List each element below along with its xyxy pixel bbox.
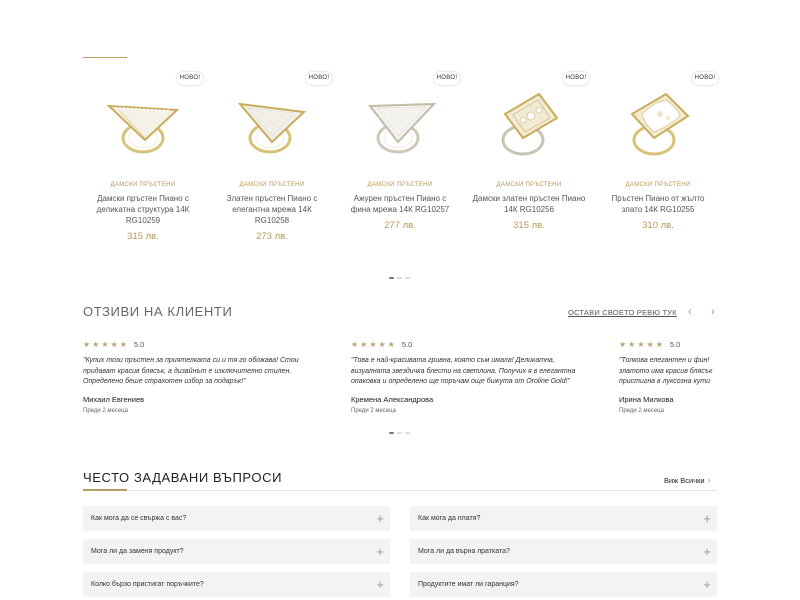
faq-view-all-link[interactable] [664,475,711,485]
star-icon: ★ [655,340,663,349]
review-stars [619,340,718,349]
star-icon: ★ [110,340,118,349]
product-name[interactable]: Дамски златен пръстен Пиано 14К RG10256 [472,194,586,214]
product-name[interactable]: Дамски пръстен Пиано с деликатна структура 14К RG10259 [96,194,190,225]
new-badge: НОВО! [563,72,589,85]
review-card [83,340,328,414]
new-badge: НОВО! [306,72,332,85]
faq-divider [83,490,717,491]
carousel-dot[interactable] [405,432,410,434]
star-icon: ★ [619,340,627,349]
product-category[interactable]: ДАМСКИ ПРЪСТЕНИ [110,182,176,188]
review-text-line: "Това е най-красивата гривна, която съм имала! Деликатна, [351,357,555,364]
product-category[interactable]: ДАМСКИ ПРЪСТЕНИ [625,182,691,188]
new-badge: НОВО! [434,72,460,85]
review-score: 5.0 [133,340,145,349]
star-icon: ★ [101,340,109,349]
carousel-dot[interactable] [397,432,402,434]
new-badge: НОВО! [177,72,203,85]
review-card [619,340,718,414]
review-text-line: "Толкова елегантен и фин! [619,357,710,364]
reviews-prev-icon[interactable]: ‹ [688,306,692,318]
carousel-dot[interactable] [389,432,394,434]
star-icon: ★ [83,340,91,349]
review-text [351,356,596,388]
review-author: Ирина Милкова [619,394,674,404]
product-card[interactable] [469,70,589,231]
product-price: 315 лв. [127,231,159,242]
reviews-carousel-dots [389,432,419,435]
star-icon: ★ [360,340,368,349]
reviews-title: ОТЗИВИ НА КЛИЕНТИ [83,304,233,319]
faq-item[interactable] [410,506,717,531]
review-card [351,340,596,414]
reviews-next-icon[interactable]: › [711,306,715,318]
star-icon: ★ [378,340,386,349]
faq-item[interactable] [410,539,717,564]
ring-square-icon [491,88,567,158]
carousel-dot[interactable] [397,277,402,279]
review-text-line: придават красив блясък, а дизайнът е изключително стилен. [83,367,292,375]
faq-item[interactable] [83,506,390,531]
product-carousel [83,70,723,250]
plus-icon: + [703,544,711,559]
ring-triangle-icon [362,88,438,158]
product-category[interactable]: ДАМСКИ ПРЪСТЕНИ [239,182,305,188]
plus-icon: + [376,577,384,592]
review-date: Преди 2 месеца [351,407,396,414]
review-date: Преди 2 месеца [619,407,664,414]
faq-item[interactable] [83,572,390,597]
review-text-line: пристигна в луксозна кути [619,378,710,385]
review-stars [351,340,596,349]
review-stars [83,340,328,349]
faq-view-all-label: Виж Всички [664,476,705,485]
plus-icon: + [376,511,384,526]
product-card[interactable] [212,70,332,242]
carousel-dot[interactable] [389,277,394,279]
faq-question: Как мога да се свържа с вас? [91,515,187,522]
product-image[interactable] [598,70,718,180]
section-accent-line [83,57,127,58]
faq-question: Продуктите имат ли гаранция? [418,581,519,588]
review-date: Преди 2 месеца [83,407,128,414]
product-carousel-dots [389,277,419,280]
product-card[interactable] [83,70,203,242]
review-text-line: опаковка и определено ще поръчам още бижута от Oroline Gold!" [351,378,570,385]
star-icon: ★ [92,340,100,349]
star-icon: ★ [628,340,636,349]
plus-icon: + [703,511,711,526]
star-icon: ★ [119,340,127,349]
plus-icon: + [703,577,711,592]
faq-question: Мога ли да върна пратката? [418,548,510,555]
review-author: Кремена Александрова [351,394,434,404]
product-image[interactable] [212,70,332,180]
review-text-line: Определено беше страхотен избор за подарък!" [83,378,246,385]
review-score: 5.0 [669,340,681,349]
faq-item[interactable] [410,572,717,597]
star-icon: ★ [351,340,359,349]
review-author: Михаил Евгениев [83,394,145,404]
review-text-line: визуалната звездичка блести на светлина. Получих я в елегантна [351,367,576,375]
product-card[interactable] [598,70,718,231]
ring-triangle-icon [234,88,310,158]
product-name[interactable]: Пръстен Пиано от жълто злато 14К RG10255 [611,194,705,214]
product-category[interactable]: ДАМСКИ ПРЪСТЕНИ [367,182,433,188]
star-icon: ★ [646,340,654,349]
review-text-line: златото има красив блясък [619,367,713,375]
review-score: 5.0 [401,340,413,349]
product-name[interactable]: Ажурен пръстен Пиано с фина мрежа 14К RG10257 [350,194,450,214]
product-image[interactable] [469,70,589,180]
carousel-dot[interactable] [405,277,410,279]
faq-question: Как мога да платя? [418,515,481,522]
product-image[interactable] [83,70,203,180]
star-icon: ★ [637,340,645,349]
review-text [619,356,718,388]
leave-review-link[interactable]: ОСТАВИ СВОЕТО РЕВЮ ТУК [568,308,677,317]
new-badge: НОВО! [692,72,718,85]
review-text-line: "Купих този пръстен за приятелката си и тя го обожава! Стои [83,357,299,364]
faq-question: Колко бързо пристигат поръчките? [91,581,204,588]
faq-item[interactable] [83,539,390,564]
review-text [83,356,328,388]
product-price: 277 лв. [384,220,416,231]
chevron-right-icon: › [707,475,711,485]
star-icon: ★ [387,340,395,349]
faq-question: Мога ли да заменя продукт? [91,548,184,555]
star-icon: ★ [369,340,377,349]
product-card[interactable] [340,70,460,231]
plus-icon: + [376,544,384,559]
product-name[interactable]: Златен пръстен Пиано с елегантна мрежа 14К RG10258 [226,194,318,225]
faq-accent-line [83,489,127,491]
product-image[interactable] [340,70,460,180]
faq-title: ЧЕСТО ЗАДАВАНИ ВЪПРОСИ [83,470,283,485]
product-price: 310 лв. [642,220,674,231]
reviews-carousel [83,340,718,420]
ring-triangle-icon [105,88,181,158]
ring-square-icon [620,88,696,158]
product-price: 273 лв. [256,231,288,242]
product-price: 315 лв. [513,220,545,231]
product-category[interactable]: ДАМСКИ ПРЪСТЕНИ [496,182,562,188]
